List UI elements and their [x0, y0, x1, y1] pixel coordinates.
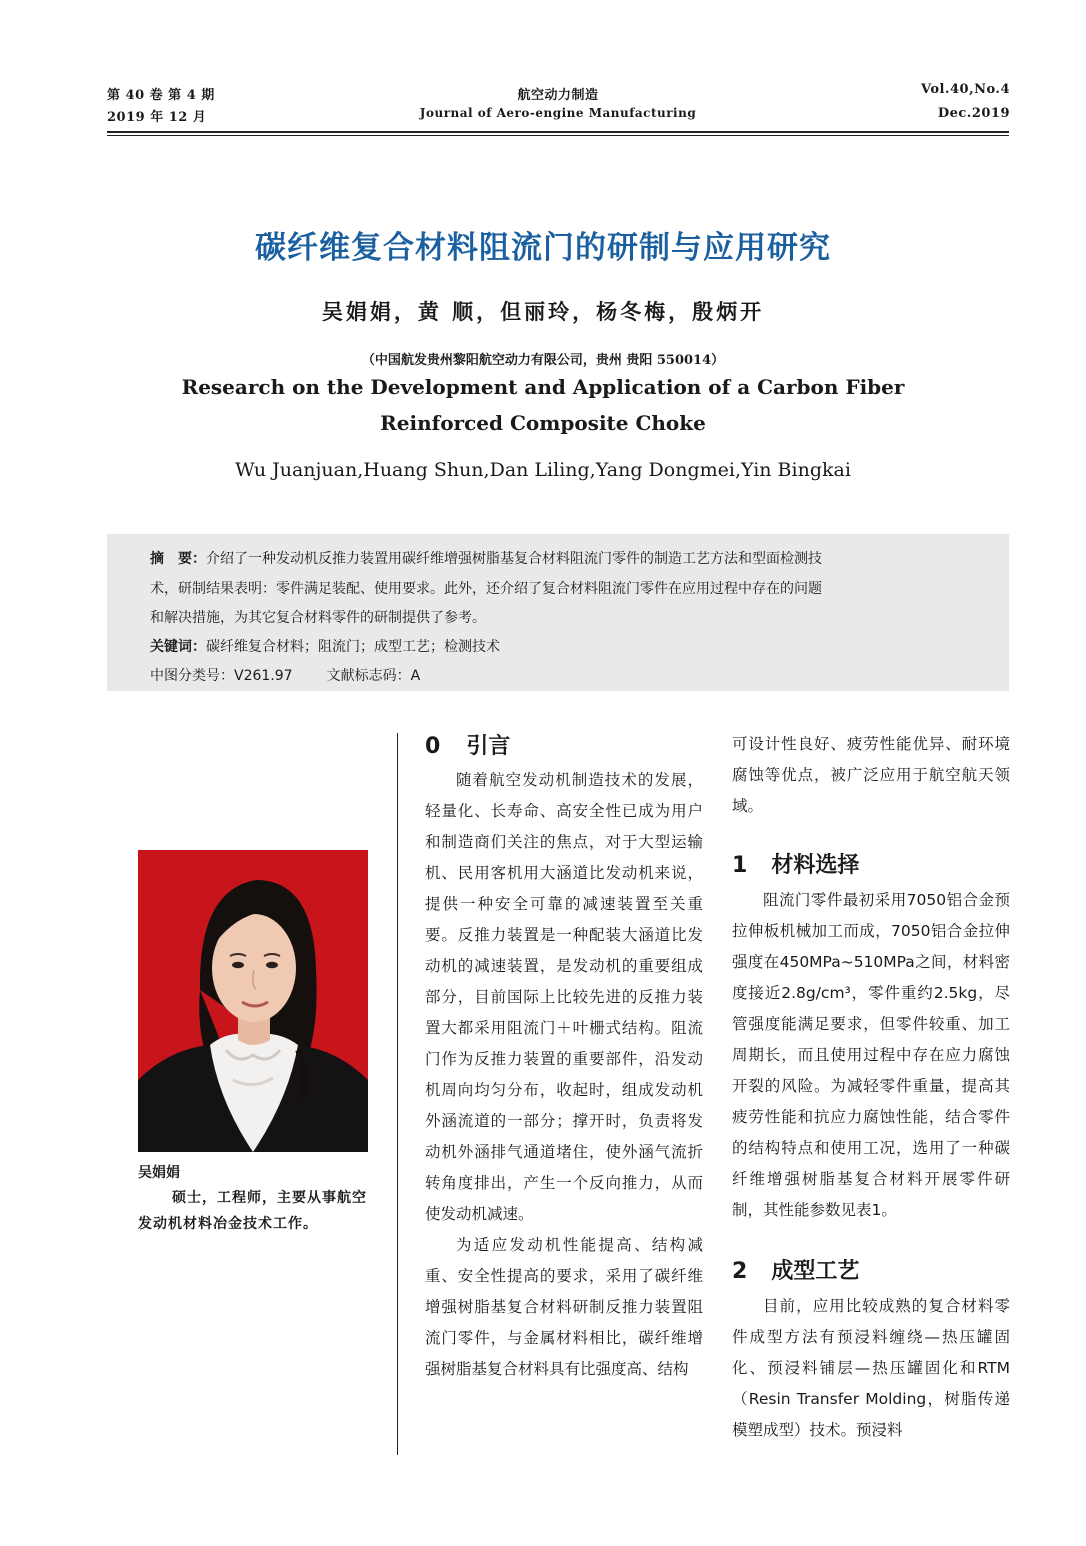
section-0-title: 引言: [466, 734, 511, 759]
author-photo: [138, 850, 368, 1152]
section-2-number: 2: [732, 1259, 748, 1284]
column-middle: [425, 731, 703, 1385]
journal-name-zh: 航空动力制造: [517, 88, 599, 103]
doc-label: 文献标志码：: [326, 668, 411, 684]
affiliation: （中国航发贵州黎阳航空动力有限公司，贵州 贵阳 550014）: [361, 353, 725, 368]
classification-line: [150, 665, 420, 685]
section-1-heading: [732, 850, 1010, 881]
section-1-paragraph-1: 阻流门零件最初采用7050铝合金预拉伸板机械加工而成，7050铝合金拉伸强度在450MPa~510MPa之间，材料密度接近2.8g/cm³，零件重约2.5kg，尽管强度能满足要求，但零件较重、加工周期长，而且使用过程中存在应力腐蚀开裂的风险。为减轻零件重量，提高其疲劳性能和抗应力腐蚀性能，结合零件的结构特点和使用工况，选用了一种碳纤维增强树脂基复合材料开展零件研制，其性能参数见表1。: [732, 891, 1010, 1219]
keywords: 碳纤维复合材料；阻流门；成型工艺；检测技术: [206, 639, 500, 655]
keywords-line: [150, 636, 500, 656]
section-0-continuation: 可设计性良好、疲劳性能优异、耐环境腐蚀等优点，被广泛应用于航空航天领域。: [732, 735, 1010, 815]
abstract-box: [107, 534, 1009, 691]
authors-en: Wu Juanjuan,Huang Shun,Dan Liling,Yang Dongmei,Yin Bingkai: [235, 459, 851, 481]
clc-label: 中图分类号：: [150, 668, 234, 684]
column-right: [732, 729, 1010, 1446]
header-rule: [107, 131, 1009, 133]
paper-title-zh: 碳纤维复合材料阻流门的研制与应用研究: [255, 230, 831, 266]
publish-date: 2019 年 12 月: [107, 110, 207, 125]
header-rule-thin: [107, 135, 1009, 136]
journal-name-en: Journal of Aero-engine Manufacturing: [419, 106, 697, 120]
bio-name: 吴娟娟: [138, 1165, 180, 1181]
section-0-paragraph-1: 随着航空发动机制造技术的发展，轻量化、长寿命、高安全性已成为用户和制造商们关注的焦点，对于大型运输机、民用客机用大涵道比发动机来说，提供一种安全可靠的减速装置至关重要。反推力装置是一种配装大涵道比发动机的减速装置，是发动机的重要组成部分，目前国际上比较先进的反推力装置大都采用阻流门＋叶栅式结构。阻流门作为反推力装置的重要部件，沿发动机周向均匀分布，收起时，组成发动机外涵流道的一部分；撑开时，负责将发动机外涵排气通道堵住，使外涵气流折转角度排出，产生一个反向推力，从而使发动机减速。: [425, 771, 703, 1223]
paper-title-en-line1: Research on the Development and Application of a Carbon Fiber: [181, 375, 905, 399]
abstract-line-2: 术，研制结果表明：零件满足装配、使用要求。此外，还介绍了复合材料阻流门零件在应用过程中存在的问题: [150, 581, 822, 597]
date-en: Dec.2019: [937, 106, 1010, 121]
abstract-text-1: 介绍了一种发动机反推力装置用碳纤维增强树脂基复合材料阻流门零件的制造工艺方法和型面检测技: [206, 551, 822, 567]
paper-title-en-line2: Reinforced Composite Choke: [380, 411, 706, 435]
doc-value: A: [410, 668, 421, 684]
section-0-paragraph-2: 为适应发动机性能提高、结构减重、安全性提高的要求，采用了碳纤维增强树脂基复合材料研制反推力装置阻流门零件，与金属材料相比，碳纤维增强树脂基复合材料具有比强度高、结构: [425, 1236, 703, 1378]
keywords-label: 关键词：: [150, 639, 206, 655]
abstract-line-1: [150, 548, 822, 568]
section-1-title: 材料选择: [771, 853, 860, 878]
section-0-number: 0: [425, 734, 441, 759]
clc-value: V261.97: [234, 668, 293, 684]
authors-zh: 吴娟娟，黄 顺，但丽玲，杨冬梅，殷炳开: [321, 299, 765, 324]
section-2-heading: [732, 1256, 1010, 1287]
section-2-paragraph-1: 目前，应用比较成熟的复合材料零件成型方法有预浸料缠绕—热压罐固化、预浸料铺层—热压罐固化和RTM（Resin Transfer Molding，树脂传递模塑成型）技术。预浸料: [732, 1297, 1010, 1439]
column-divider: [397, 733, 398, 1455]
section-2-title: 成型工艺: [771, 1259, 860, 1284]
volume-issue: 第 40 卷 第 4 期: [107, 88, 215, 103]
abstract-line-3: 和解决措施，为其它复合材料零件的研制提供了参考。: [150, 610, 486, 626]
section-1-number: 1: [732, 853, 748, 878]
bio-text: 硕士，工程师，主要从事航空发动机材料冶金技术工作。: [138, 1190, 367, 1232]
section-0-heading: [425, 731, 703, 762]
volume-en: Vol.40,No.4: [920, 82, 1010, 97]
portrait-illustration: [138, 850, 368, 1152]
abstract-label: 摘 要：: [150, 551, 206, 567]
